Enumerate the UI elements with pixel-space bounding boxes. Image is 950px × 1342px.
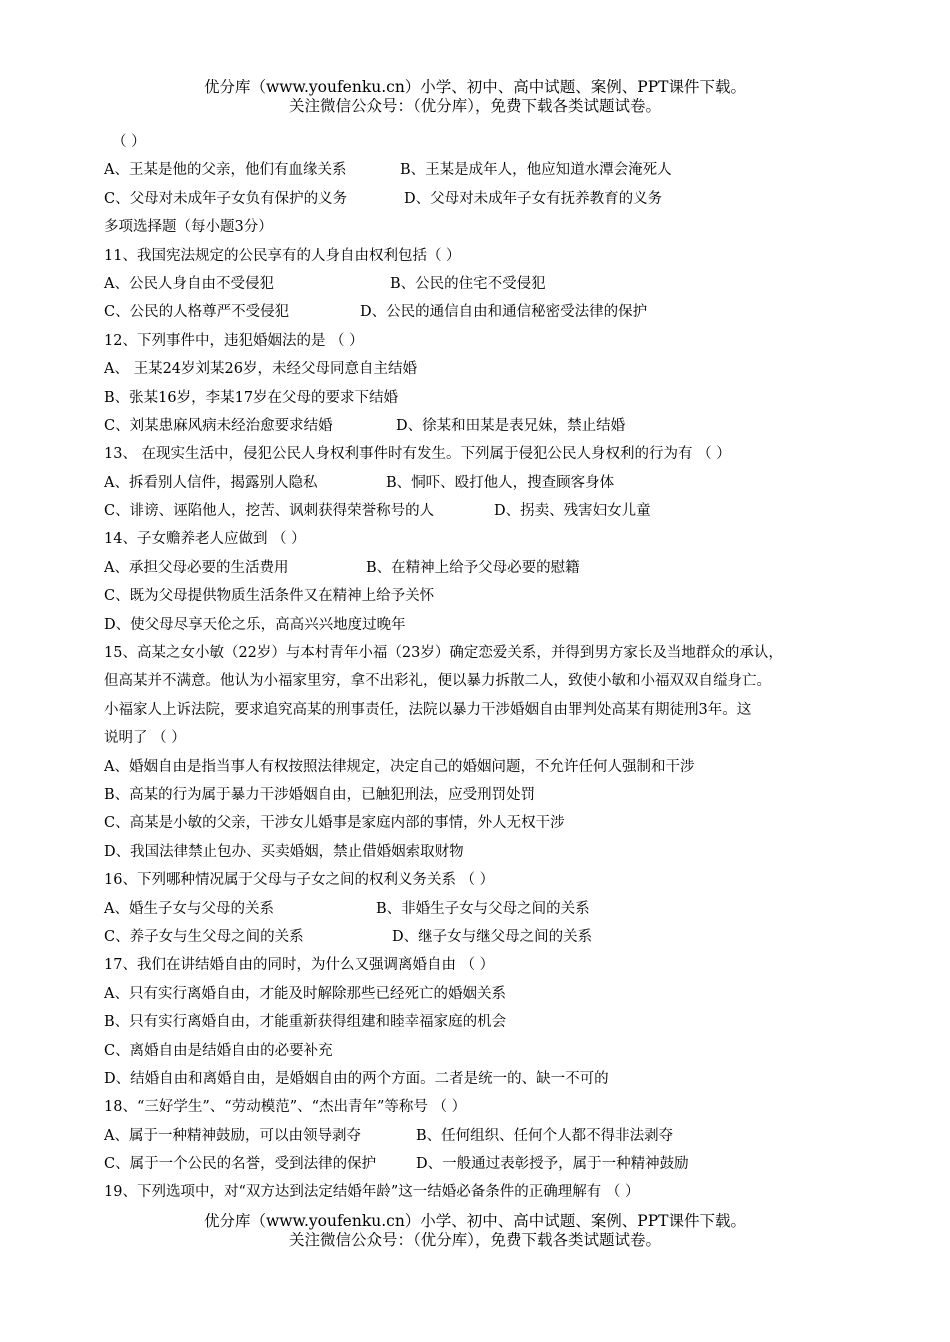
q15-option-b: B、高某的行为属于暴力干涉婚姻自由，已触犯刑法，应受刑罚处罚 [104,786,536,803]
header-line-1: 优分库（www.youfenku.cn）小学、初中、高中试题、案例、PPT课件下载。 [203,78,747,96]
q14-stem: 14、子女赡养老人应做到 （ ） [104,531,306,548]
q16-options-cd [104,923,864,951]
q11-option-a: A、公民人身自由不受侵犯 [104,275,274,292]
q14-option-a: A、承担父母必要的生活费用 [104,559,289,576]
q14-option-c: C、既为父母提供物质生活条件又在精神上给予关怀 [104,588,435,605]
q10-answer-paren: （ ） [112,134,146,150]
q19-stem: 19、下列选项中，对“双方达到法定结婚年龄”这一结婚必备条件的正确理解有 （ ） [104,1184,640,1201]
q12-option-b: B、张某16岁，李某17岁在父母的要求下结婚 [104,389,399,406]
q15-option-a: A、婚姻自由是指当事人有权按照法律规定，决定自己的婚姻问题，不允许任何人强制和干涉 [104,758,695,775]
q18-option-b: B、任何组织、任何个人都不得非法剥夺 [416,1127,674,1144]
question-body [104,128,864,1207]
q18-options-cd [104,1150,864,1178]
footer-line-1: 优分库（www.youfenku.cn）小学、初中、高中试题、案例、PPT课件下载。 [203,1212,747,1230]
q10-options-ab [104,156,864,184]
q14-option-b: B、在精神上给予父母必要的慰籍 [366,559,580,576]
q15-option-d: D、我国法律禁止包办、买卖婚姻，禁止借婚姻索取财物 [104,843,464,860]
q13-options-ab [104,469,864,497]
q17-stem: 17、我们在讲结婚自由的同时，为什么又强调离婚自由 （ ） [104,957,495,974]
q18-stem: 18、“三好学生”、“劳动模范”、“杰出青年”等称号 （ ） [104,1099,467,1116]
q11-option-b: B、公民的住宅不受侵犯 [390,275,546,292]
q13-stem: 13、 在现实生活中，侵犯公民人身权利事件时有发生。下列属于侵犯公民人身权利的行为有 （ ） [104,446,731,463]
q17-option-b: B、只有实行离婚自由，才能重新获得组建和睦幸福家庭的机会 [104,1014,507,1031]
q16-option-d: D、继子女与继父母之间的关系 [392,928,593,945]
q15-stem-line-4: 说明了 （ ） [104,730,186,747]
q16-option-c: C、养子女与生父母之间的关系 [104,928,304,945]
q15-stem-line-1: 15、高某之女小敏（22岁）与本村青年小福（23岁）确定恋爱关系，并得到男方家长及当地群众的承认， [104,645,783,662]
q17-option-a: A、只有实行离婚自由，才能及时解除那些已经死亡的婚姻关系 [104,985,506,1002]
q15-stem-line-2: 但高某并不满意。他认为小福家里穷，拿不出彩礼，便以暴力拆散二人，致使小敏和小福双双自缢身亡。 [104,673,771,690]
q15-stem-line-3: 小福家人上诉法院，要求追究高某的刑事责任，法院以暴力干涉婚姻自由罪判处高某有期徒刑3年。这 [104,701,752,718]
q14-options-ab [104,554,864,582]
q13-option-a: A、拆看别人信件，揭露别人隐私 [104,474,318,491]
q12-options-cd [104,412,864,440]
q14-option-d: D、使父母尽享天伦之乐，高高兴兴地度过晚年 [104,616,406,633]
q16-options-ab [104,895,864,923]
header-line-2: 关注微信公众号：（优分库），免费下载各类试题试卷。 [288,97,661,115]
q16-stem: 16、下列哪种情况属于父母与子女之间的权利义务关系 （ ） [104,872,495,889]
section-title: 多项选择题（每小题3分） [104,219,273,236]
header-banner [0,78,950,116]
q11-options-ab [104,270,864,298]
q10-option-a: A、王某是他的父亲，他们有血缘关系 [104,162,347,179]
footer-line-2: 关注微信公众号：（优分库），免费下载各类试题试卷。 [288,1231,661,1249]
q18-option-a: A、属于一种精神鼓励，可以由领导剥夺 [104,1127,361,1144]
q11-stem: 11、我国宪法规定的公民享有的人身自由权利包括（ ） [104,247,461,264]
q10-option-b: B、王某是成年人，他应知道水潭会淹死人 [400,162,672,179]
q10-option-d: D、父母对未成年子女有抚养教育的义务 [404,190,663,207]
q17-option-c: C、离婚自由是结婚自由的必要补充 [104,1042,333,1059]
q17-option-d: D、结婚自由和离婚自由，是婚姻自由的两个方面。二者是统一的、缺一不可的 [104,1070,609,1087]
q12-stem: 12、下列事件中，违犯婚姻法的是 （ ） [104,332,364,349]
q11-option-c: C、公民的人格尊严不受侵犯 [104,304,290,321]
q12-option-d: D、徐某和田某是表兄妹，禁止结婚 [396,417,626,434]
q13-option-b: B、恫吓、殴打他人，搜查顾客身体 [386,474,615,491]
q10-option-c: C、父母对未成年子女负有保护的义务 [104,190,348,207]
q10-options-cd [104,185,864,213]
q11-option-d: D、公民的通信自由和通信秘密受法律的保护 [360,304,648,321]
q11-options-cd [104,298,864,326]
q13-option-d: D、拐卖、残害妇女儿童 [494,503,651,520]
q18-option-d: D、一般通过表彰授予，属于一种精神鼓励 [416,1156,689,1173]
footer-banner [0,1212,950,1250]
q13-options-cd [104,497,864,525]
q12-option-c: C、刘某患麻风病未经治愈要求结婚 [104,417,333,434]
q12-option-a: A、 王某24岁刘某26岁，未经父母同意自主结婚 [104,361,417,378]
q13-option-c: C、诽谤、诬陷他人，挖苦、讽刺获得荣誉称号的人 [104,503,435,520]
q15-option-c: C、高某是小敏的父亲，干涉女儿婚事是家庭内部的事情，外人无权干涉 [104,815,565,832]
q16-option-b: B、非婚生子女与父母之间的关系 [376,900,590,917]
q18-options-ab [104,1122,864,1150]
q18-option-c: C、属于一个公民的名誉，受到法律的保护 [104,1156,377,1173]
q16-option-a: A、婚生子女与父母的关系 [104,900,274,917]
